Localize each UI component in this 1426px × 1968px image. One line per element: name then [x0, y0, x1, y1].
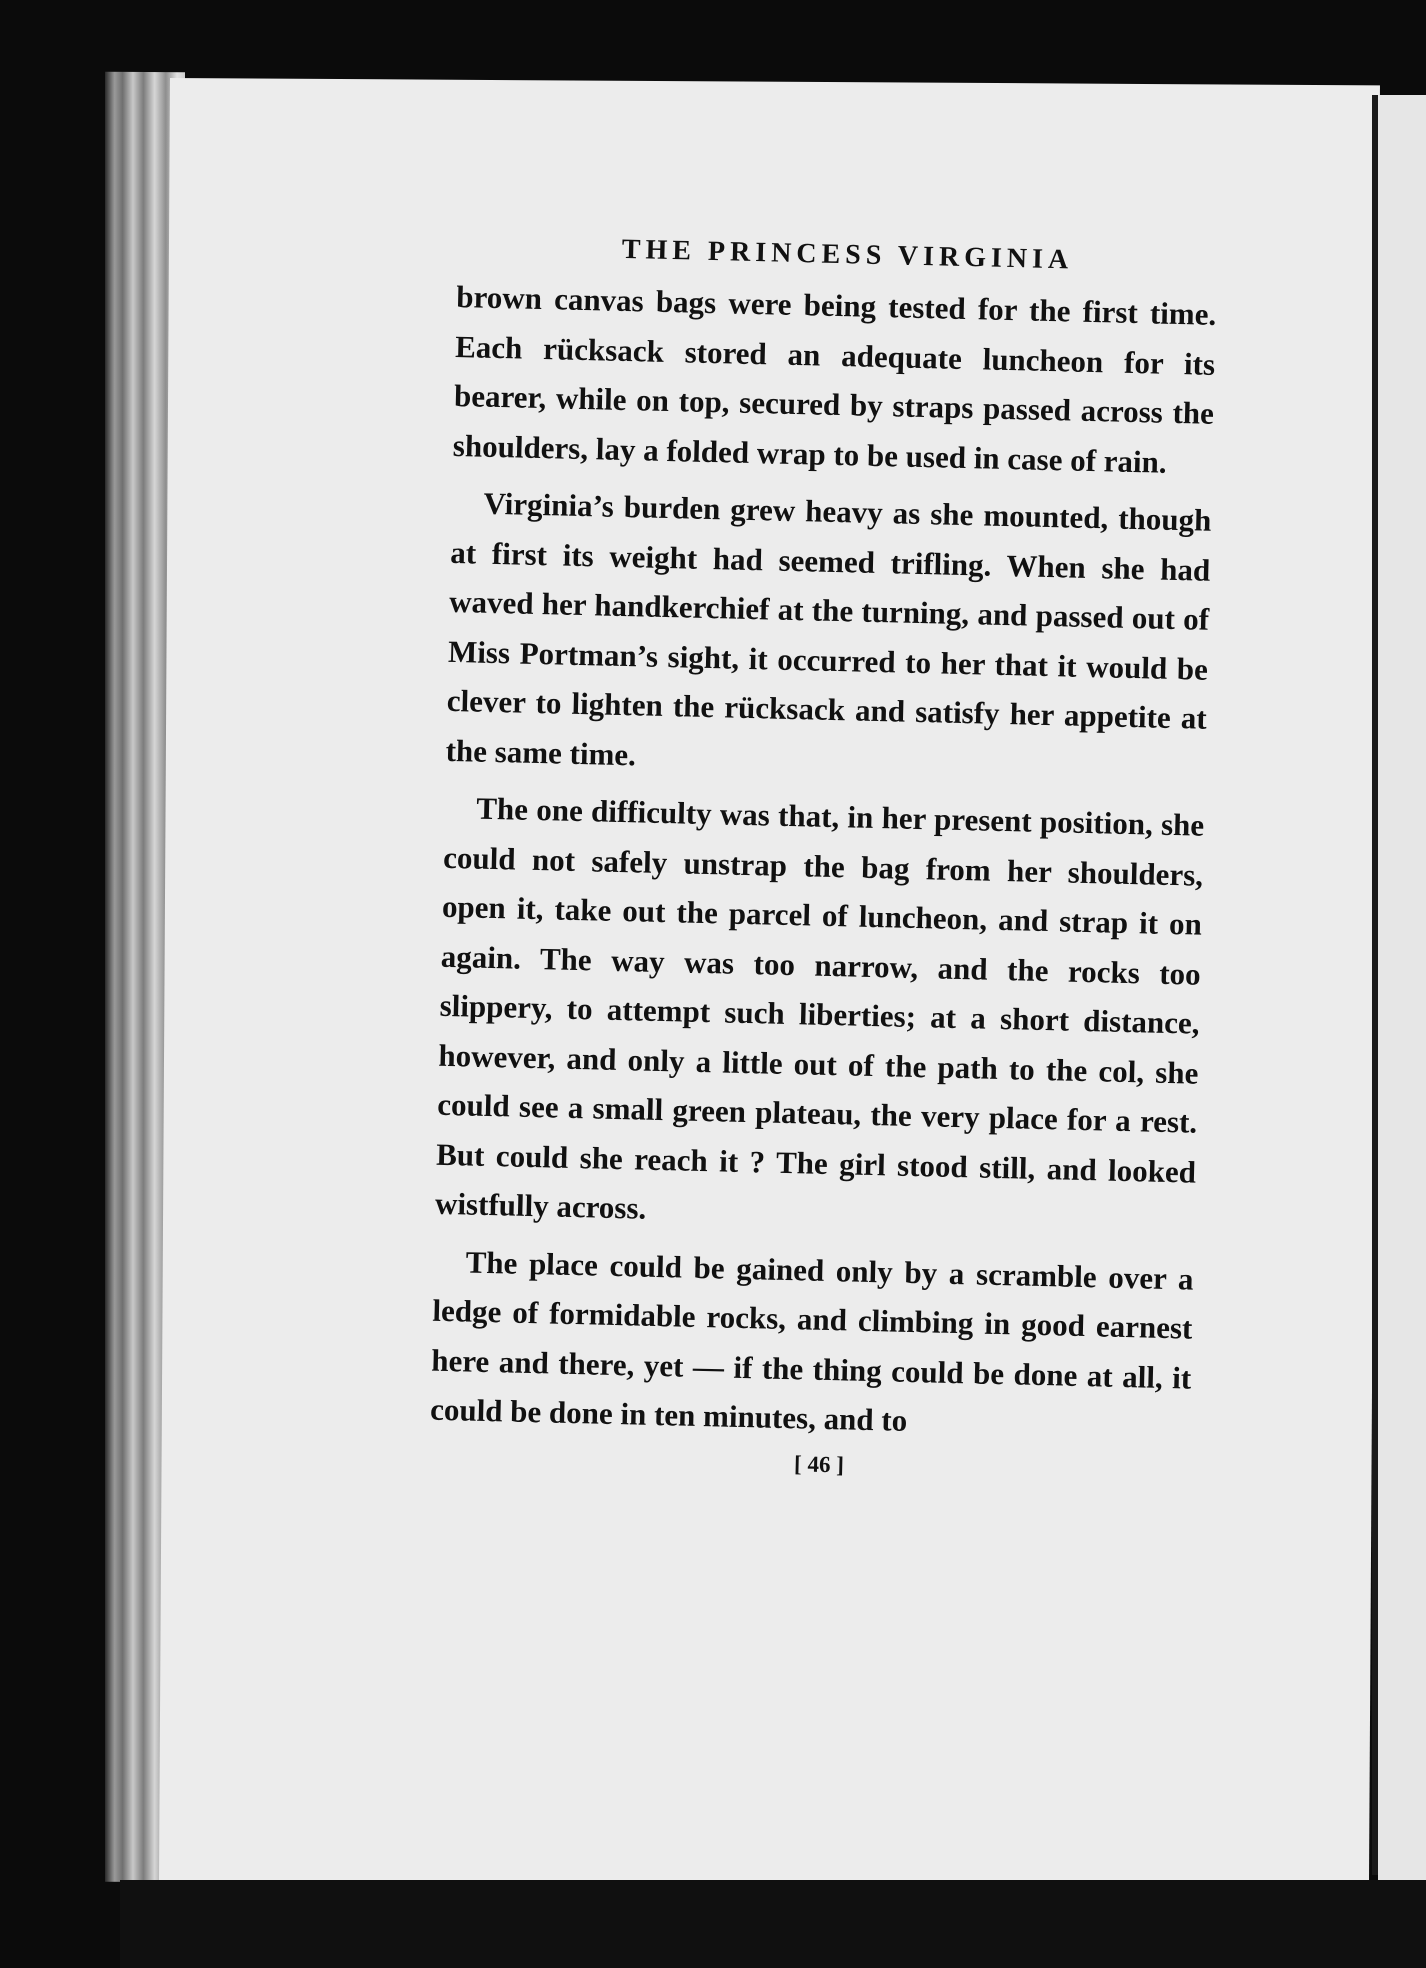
- text-block: [429, 230, 1218, 1486]
- running-head: THE PRINCESS VIRGINIA: [621, 233, 1074, 276]
- facing-page-strip: [1378, 95, 1426, 1885]
- paragraph: brown canvas bags were being tested for the first time. Each rücksack stored an adequate luncheon for its bearer, while on top, secured by straps passed across the shoulders, lay a folded wrap to be used in case of rain.: [452, 278, 1217, 480]
- paragraph: The place could be gained only by a scramble over a ledge of formidable rocks, and climbing in good earnest here and there, yet — if the thing could be done at all, it could be done in ten minutes, and to: [429, 1243, 1194, 1438]
- paragraph: The one difficulty was that, in her present position, she could not safely unstrap the bag from her shoulders, open it, take out the parcel of luncheon, and strap it on again. The way was too narrow, and the rocks too slippery, to attempt such liberties; at a short distance, however, and only a little out of the path to the col, she could see a small green plateau, the very place for a rest. But could she reach it ? The girl stood still, and looked wistfully across.: [434, 790, 1205, 1226]
- bottom-shadow: [120, 1880, 1426, 1968]
- page-number: [ 46 ]: [793, 1450, 845, 1477]
- page-gutter-edge: [1372, 95, 1378, 1875]
- paragraph: Virginia’s burden grew heavy as she mounted, though at first its weight had seemed trifling. When she had waved her handkerchief at the turning, and passed out of Miss Portman’s sight, it occurred to her that it would be clever to lighten the rücksack and satisfy her appetite at the same time.: [445, 485, 1212, 772]
